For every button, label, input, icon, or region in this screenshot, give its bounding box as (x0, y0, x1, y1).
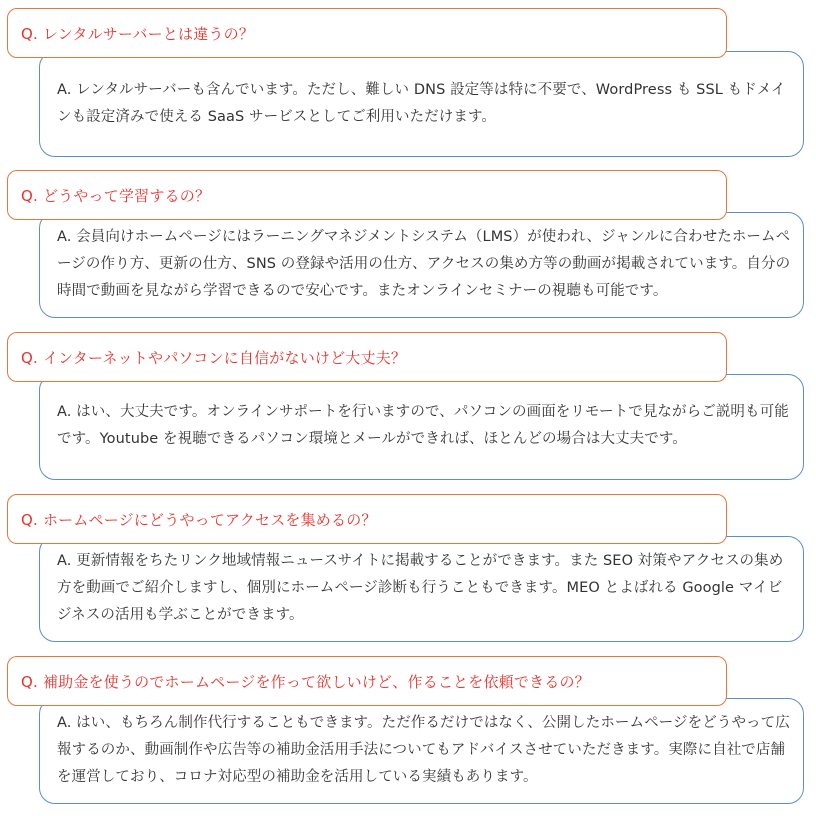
question-box (7, 656, 727, 706)
question-text: Q. インターネットやパソコンに自信がないけど大丈夫？ (21, 348, 407, 367)
answer-text: A. はい、大丈夫です。オンラインサポートを行いますので、パソコンの画面をリモートで見ながらご説明も可能です。Youtube を視聴できるパソコン環境とメールができれば、ほとんどの場合は大丈夫です。 (57, 404, 789, 447)
question-text: Q. ホームページにどうやってアクセスを集めるの？ (21, 510, 377, 529)
answer-box (39, 536, 804, 642)
question-text: Q. レンタルサーバーとは違うの？ (21, 24, 255, 43)
question-box (7, 494, 727, 544)
answer-box (39, 212, 804, 318)
question-text: Q. どうやって学習するの？ (21, 186, 211, 205)
answer-text: A. はい、もちろん制作代行することもできます。ただ作るだけではなく、公開したホームページをどうやって広報するのか、動画制作や広告等の補助金活用手法についてもアドバイスさせていただきます。実際に自社で店舗を運営しており、コロナ対応型の補助金を活用している実績もあります。 (57, 715, 790, 785)
question-box (7, 170, 727, 220)
answer-text: A. 会員向けホームページにはラーニングマネジメントシステム（LMS）が使われ、ジャンルに合わせたホームページの作り方、更新の仕方、SNS の登録や活用の仕方、アクセスの集め方等の動画が掲載されています。自分の時間で動画を見ながら学習できるので安心です。またオンラインセミナーの視聴も可能です。 (57, 229, 791, 299)
question-text: Q. 補助金を使うのでホームページを作って欲しいけど、作ることを依頼できるの？ (21, 672, 590, 691)
question-box (7, 332, 727, 382)
answer-box (39, 51, 804, 157)
answer-box (39, 374, 804, 480)
answer-text: A. 更新情報をちたリンク地域情報ニュースサイトに掲載することができます。また SEO 対策やアクセスの集め方を動画でご紹介しますし、個別にホームページ診断も行うこともできます。MEO とよばれる Google マイビジネスの活用も学ぶことができます。 (57, 553, 784, 623)
answer-box (39, 698, 804, 804)
answer-text: A. レンタルサーバーも含んでいます。ただし、難しい DNS 設定等は特に不要で、WordPress も SSL もドメインも設定済みで使える SaaS サービスとしてご利用いただけます。 (57, 82, 786, 125)
question-box (7, 8, 727, 58)
